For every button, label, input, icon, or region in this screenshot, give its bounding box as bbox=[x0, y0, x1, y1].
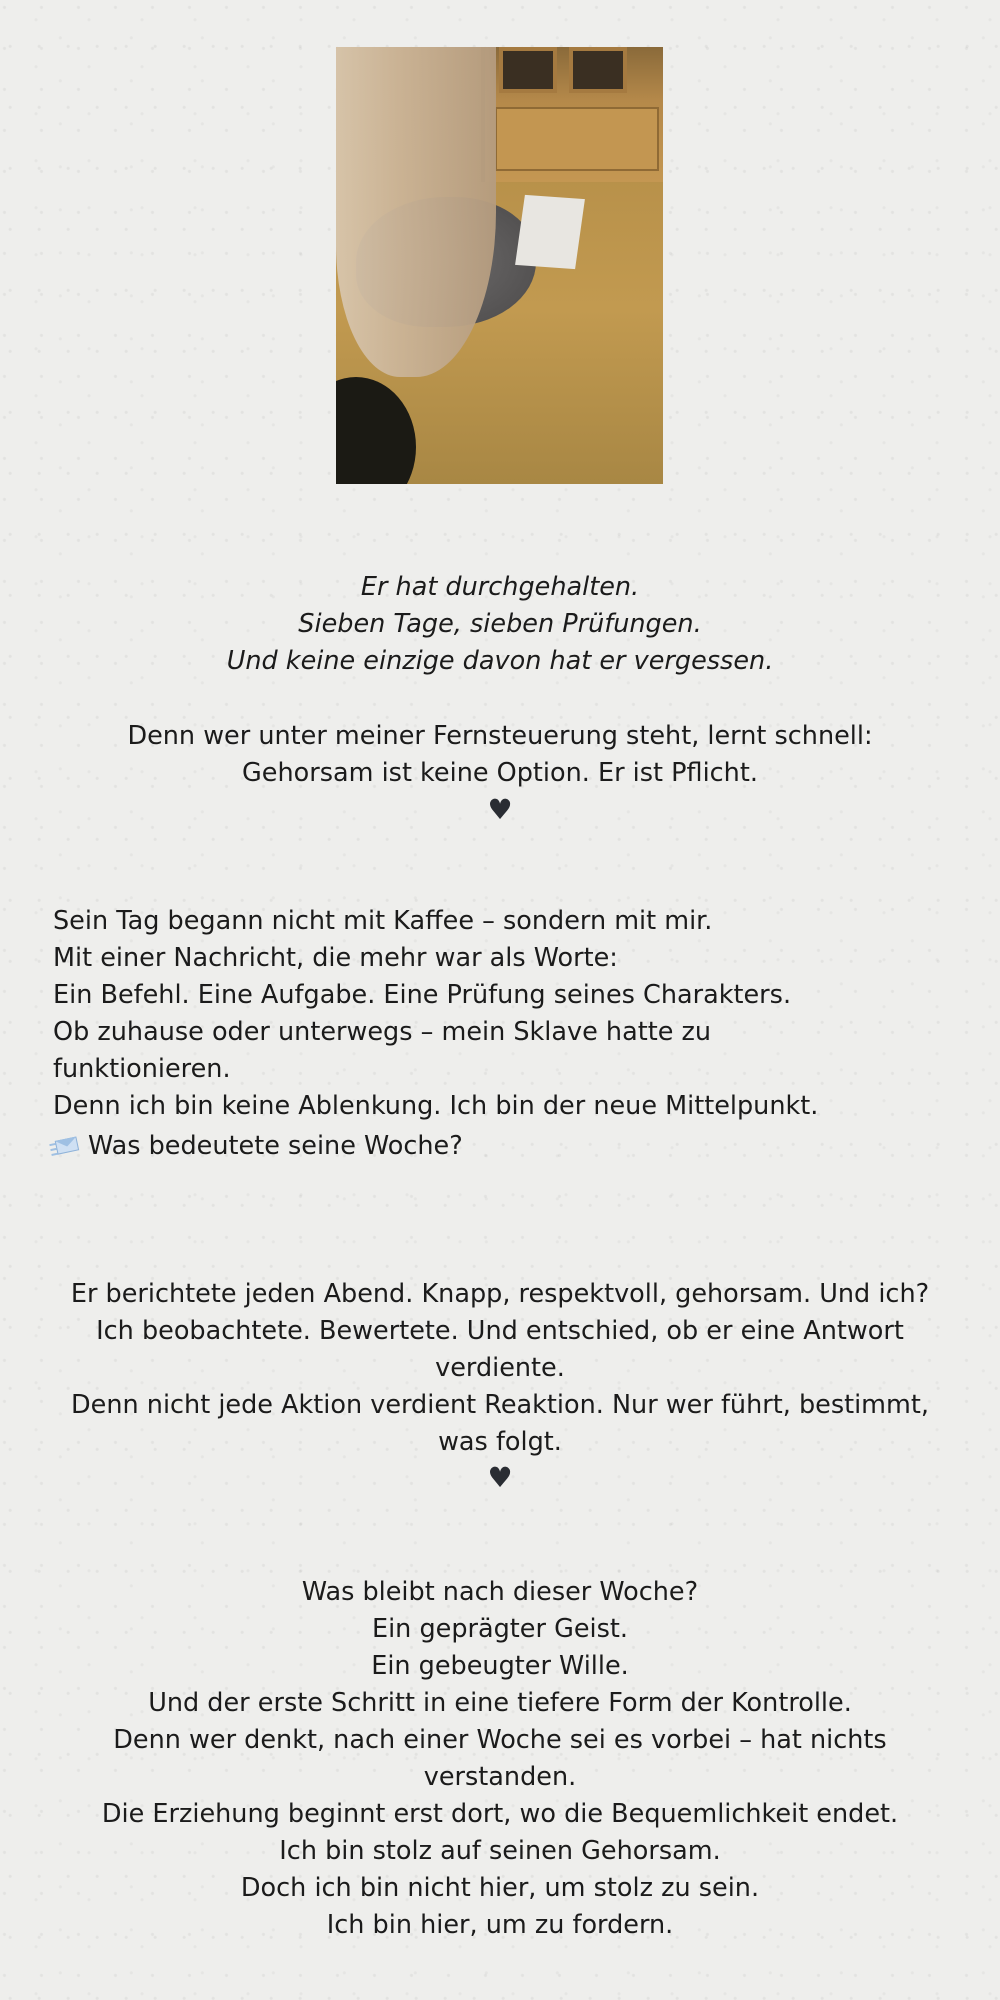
photo-shadow bbox=[336, 377, 416, 484]
remote-line: Denn wer unter meiner Fernsteuerung steht, lernt schnell: bbox=[127, 721, 873, 751]
closing-line: Und der erste Schritt in eine tiefere Form der Kontrolle. bbox=[148, 1688, 852, 1718]
closing-line: Denn wer denkt, nach einer Woche sei es vorbei – hat nichts verstanden. bbox=[113, 1725, 887, 1792]
remote-line: Gehorsam ist keine Option. Er ist Pflicht. bbox=[242, 758, 758, 788]
closing-line: Ich bin stolz auf seinen Gehorsam. bbox=[279, 1836, 721, 1866]
closing-paragraph bbox=[70, 1537, 930, 1944]
photo-cabinet-glass bbox=[499, 47, 557, 93]
report-paragraph bbox=[70, 1239, 930, 1461]
heart-icon: ♥ bbox=[487, 1461, 513, 1494]
closing-line: Doch ich bin nicht hier, um stolz zu sein. bbox=[240, 1873, 760, 1903]
photo-cabinet-drawer bbox=[495, 107, 659, 171]
week-question-text: Was bedeutete seine Woche? bbox=[88, 1130, 463, 1161]
intro-line: Sieben Tage, sieben Prüfungen. bbox=[298, 609, 702, 639]
closing-line: Ein geprägter Geist. bbox=[371, 1614, 629, 1644]
report-line: Er berichtete jeden Abend. Knapp, respektvoll, gehorsam. Und ich? Ich beobachtete. Bewertete. Und entschied, ob er eine Antwort verdiente. bbox=[70, 1279, 930, 1383]
day-line: Ein Befehl. Eine Aufgabe. Eine Prüfung seines Charakters. bbox=[53, 980, 792, 1010]
photo-cabinet bbox=[481, 47, 663, 182]
report-line: Denn nicht jede Aktion verdient Reaktion. Nur wer führt, bestimmt, was folgt. bbox=[71, 1390, 929, 1457]
intro-line: Und keine einzige davon hat er vergessen. bbox=[226, 646, 774, 676]
day-line: Sein Tag begann nicht mit Kaffee – sondern mit mir. bbox=[53, 906, 713, 936]
intro-paragraph bbox=[40, 532, 960, 680]
closing-line: Was bleibt nach dieser Woche? bbox=[301, 1577, 699, 1607]
envelope-icon bbox=[48, 1134, 81, 1158]
hero-photo bbox=[336, 47, 663, 484]
day-paragraph bbox=[53, 866, 933, 1125]
photo-paper bbox=[515, 195, 585, 269]
closing-line: Die Erziehung beginnt erst dort, wo die Bequemlichkeit endet. bbox=[101, 1799, 899, 1829]
day-line: Denn ich bin keine Ablenkung. Ich bin der neue Mittelpunkt. bbox=[53, 1091, 819, 1121]
photo-figure bbox=[336, 47, 496, 377]
closing-line: Ein gebeugter Wille. bbox=[371, 1651, 629, 1681]
day-line: Mit einer Nachricht, die mehr war als Worte: bbox=[53, 943, 618, 973]
photo-cabinet-glass bbox=[569, 47, 627, 93]
remote-paragraph bbox=[40, 681, 960, 792]
day-line: Ob zuhause oder unterwegs – mein Sklave hatte zu funktionieren. bbox=[53, 1017, 712, 1084]
intro-line: Er hat durchgehalten. bbox=[360, 572, 640, 602]
week-question bbox=[50, 1127, 950, 1164]
closing-line: Ich bin hier, um zu fordern. bbox=[326, 1910, 674, 1940]
heart-icon: ♥ bbox=[487, 793, 513, 826]
